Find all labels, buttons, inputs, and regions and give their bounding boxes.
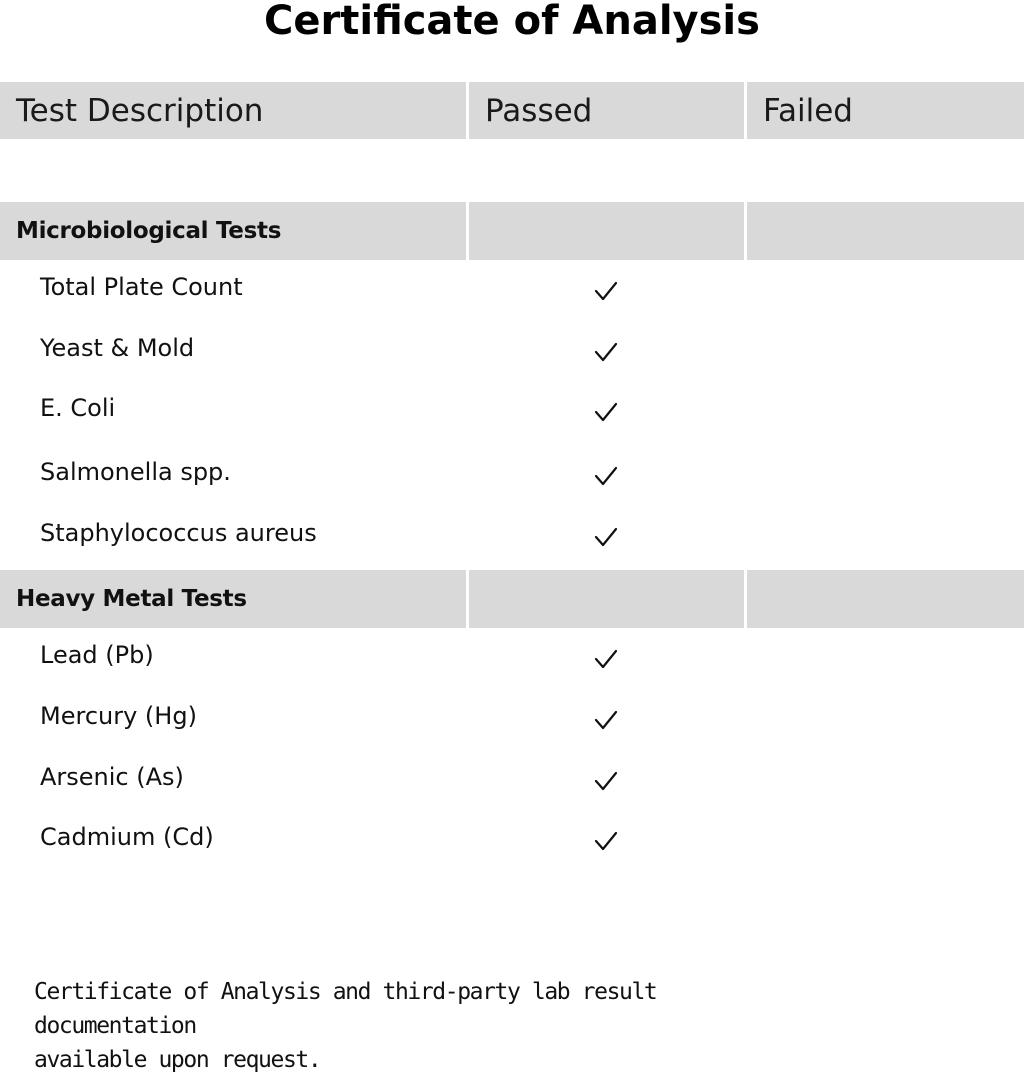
table-row	[0, 701, 1024, 741]
table-row	[0, 762, 1024, 802]
table-row	[0, 518, 1024, 558]
footnote	[34, 975, 794, 1077]
header-test-description: Test Description	[0, 82, 466, 139]
table-row	[0, 640, 1024, 680]
table-row	[0, 822, 1024, 862]
section-header-microbiological	[0, 202, 1024, 260]
section-passed-cell	[469, 570, 744, 628]
section-failed-cell	[747, 202, 1024, 260]
checkmark-icon	[594, 648, 618, 670]
checkmark-icon	[594, 280, 618, 302]
header-failed: Failed	[747, 82, 1024, 139]
footnote-line-2: available upon request.	[34, 1047, 321, 1073]
test-name: Yeast & Mold	[40, 334, 195, 362]
test-name: E. Coli	[40, 394, 116, 422]
checkmark-icon	[594, 465, 618, 487]
table-row	[0, 393, 1024, 433]
test-name: Mercury (Hg)	[40, 702, 197, 730]
section-header-heavy-metal	[0, 570, 1024, 628]
test-name: Staphylococcus aureus	[40, 519, 317, 547]
checkmark-icon	[594, 830, 618, 852]
footnote-line-1: Certificate of Analysis and third-party lab result documentation	[34, 979, 657, 1039]
section-passed-cell	[469, 202, 744, 260]
test-name: Lead (Pb)	[40, 641, 154, 669]
checkmark-icon	[594, 526, 618, 548]
checkmark-icon	[594, 770, 618, 792]
table-row	[0, 333, 1024, 373]
checkmark-icon	[594, 341, 618, 363]
checkmark-icon	[594, 401, 618, 423]
header-passed: Passed	[469, 82, 744, 139]
test-name: Cadmium (Cd)	[40, 823, 214, 851]
table-row	[0, 457, 1024, 497]
section-title: Heavy Metal Tests	[0, 570, 466, 628]
checkmark-icon	[594, 709, 618, 731]
test-name: Arsenic (As)	[40, 763, 184, 791]
test-name: Salmonella spp.	[40, 458, 231, 486]
table-row	[0, 272, 1024, 312]
test-name: Total Plate Count	[40, 273, 243, 301]
section-failed-cell	[747, 570, 1024, 628]
section-title: Microbiological Tests	[0, 202, 466, 260]
table-header	[0, 82, 1024, 139]
page-title: Certificate of Analysis	[264, 0, 760, 44]
